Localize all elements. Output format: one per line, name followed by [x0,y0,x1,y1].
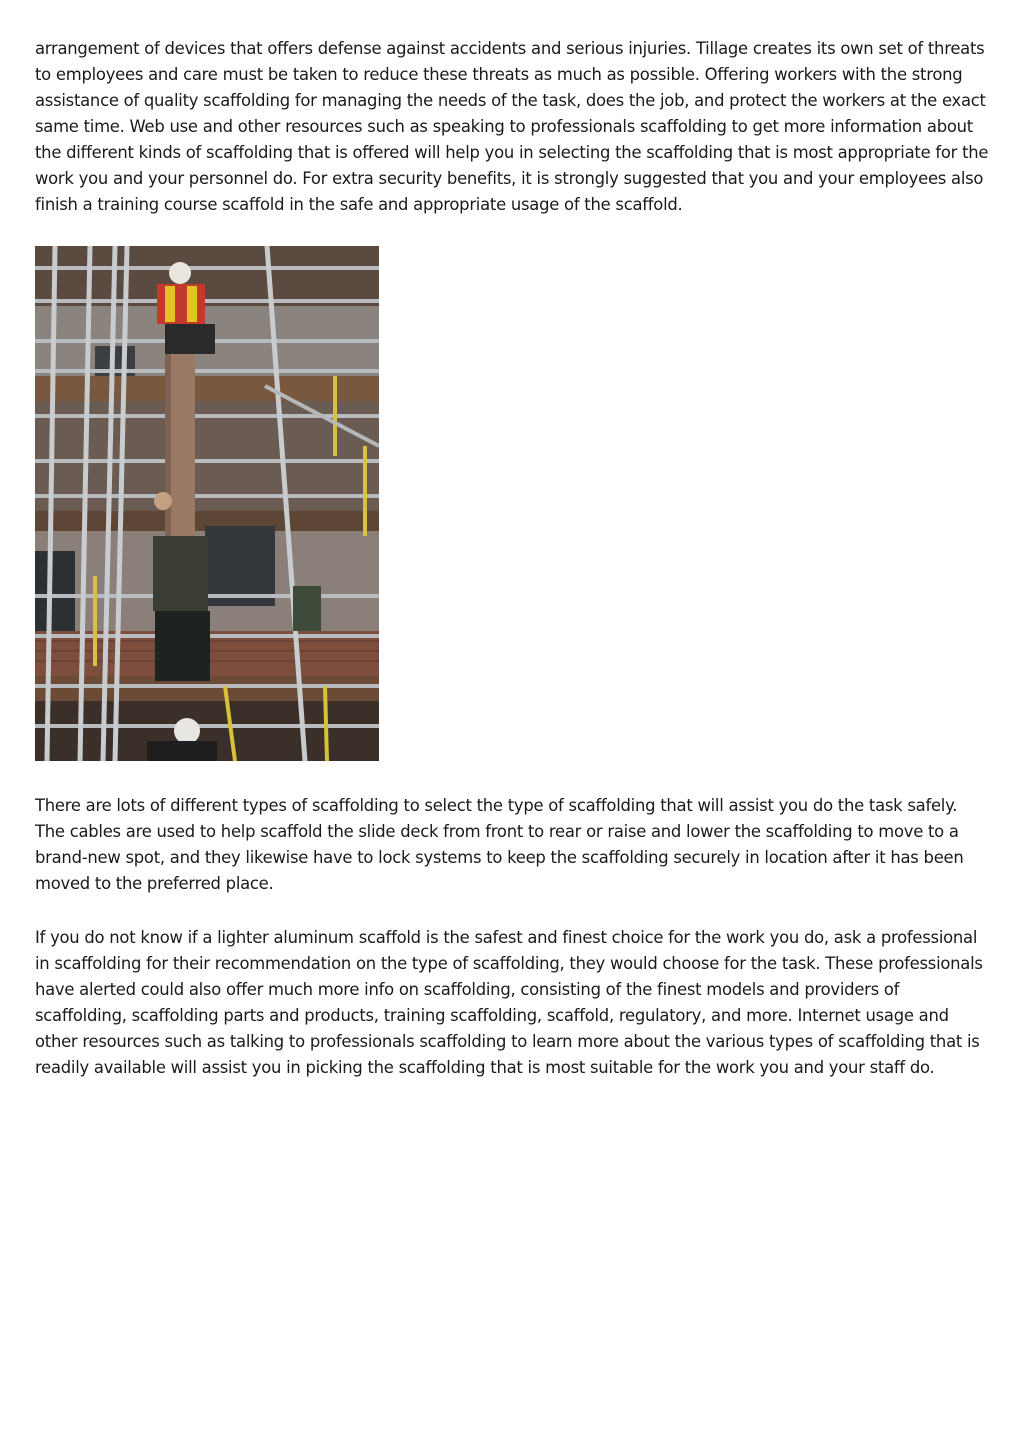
paragraph-types: There are lots of different types of scaffolding to select the type of scaffolding that will assist you do the task safely. The cables are used to help scaffold the slide deck from front to rear or raise and lower the scaffolding to move to a brand-new spot, and they likewise have to lock systems to keep the scaffolding securely in location after it has been moved to the preferred place. [35,796,964,893]
paragraph-aluminum: If you do not know if a lighter aluminum scaffold is the safest and finest choice for the work you do, ask a professional in scaffolding for their recommendation on the type of scaffolding, they would choose for the task. These professionals have alerted could also offer much more info on scaffolding, consisting of the finest models and providers of scaffolding, scaffolding parts and products, training scaffolding, scaffold, regulatory, and more. Internet usage and other resources such as talking to professionals scaffolding to learn more about the various types of scaffolding that is readily available will assist you in picking the scaffolding that is most suitable for the work you and your staff do. [35,928,983,1077]
article-body [35,36,990,1081]
scaffolding-photo [35,246,379,761]
paragraph-intro: arrangement of devices that offers defense against accidents and serious injuries. Tillage creates its own set of threats to employees and care must be taken to reduce these threats as much as possible. Offering workers with the strong assistance of quality scaffolding for managing the needs of the task, does the job, and protect the workers at the exact same time. Web use and other resources such as speaking to professionals scaffolding to get more information about the different kinds of scaffolding that is offered will help you in selecting the scaffolding that is most appropriate for the work you and your personnel do. For extra security benefits, it is strongly suggested that you and your employees also finish a training course scaffold in the safe and appropriate usage of the scaffold. [35,39,989,214]
